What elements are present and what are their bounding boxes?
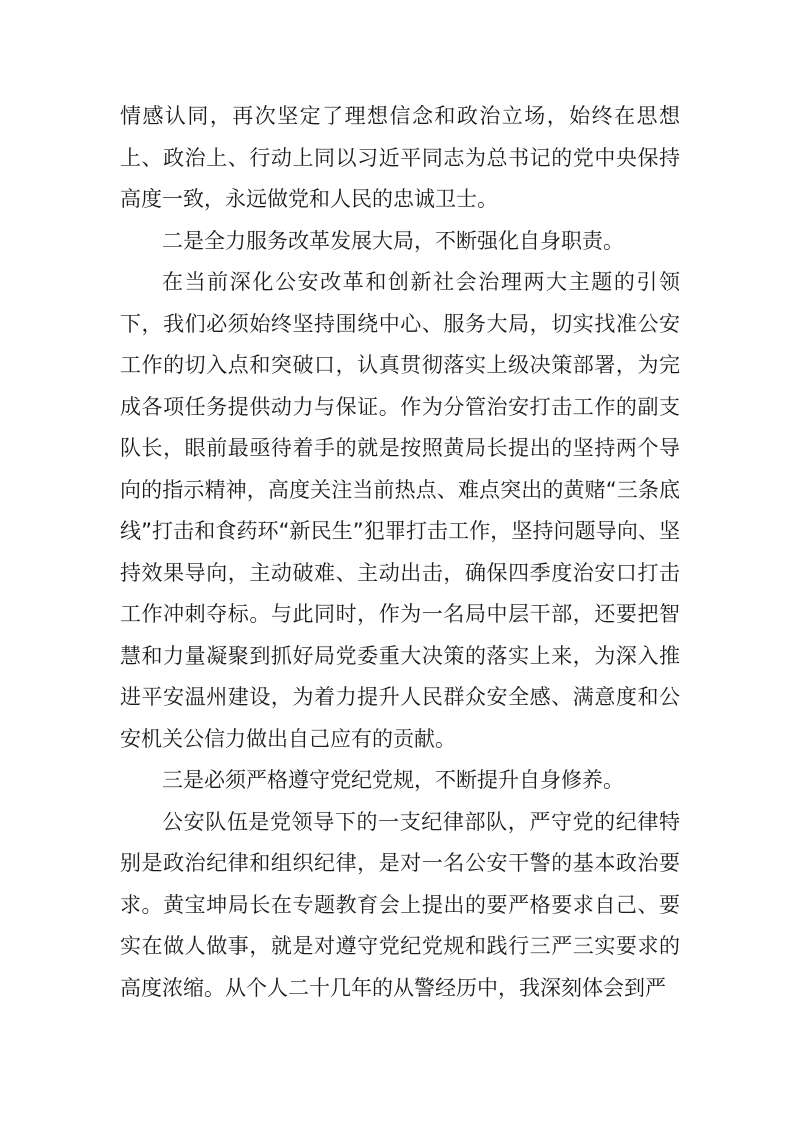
section-heading-3: 三是必须严格遵守党纪党规，不断提升自身修养。: [162, 768, 624, 792]
paragraph-3: 公安队伍是党领导下的一支纪律部队，严守党的纪律特别是政治纪律和组织纪律，是对一名公安干警的基本政治要求。黄宝坤局长在专题教育会上提出的要严格要求自己、要实在做人做事，就是对遵守党纪党规和践行三严三实要求的高度浓缩。从个人二十几年的从警经历中，我深刻体会到严: [120, 809, 680, 1000]
section-heading-2: 二是全力服务改革发展大局，不断强化自身职责。: [162, 228, 624, 253]
document-body: [120, 96, 680, 1009]
paragraph-2: 在当前深化公安改革和创新社会治理两大主题的引领下，我们必须始终坚持围绕中心、服务大局，切实找准公安工作的切入点和突破口，认真贯彻落实上级决策部署，为完成各项任务提供动力与保证。作为分管治安打击工作的副支队长，眼前最亟待着手的就是按照黄局长提出的坚持两个导向的指示精神，高度关注当前热点、难点突出的黄赌“三条底线”打击和食药环“新民生”犯罪打击工作，坚持问题导向、坚持效果导向，主动破难、主动出击，确保四季度治安口打击工作冲刺夺标。与此同时，作为一名局中层干部，还要把智慧和力量凝聚到抓好局党委重大决策的落实上来，为深入推进平安温州建设，为着力提升人民群众安全感、满意度和公安机关公信力做出自己应有的贡献。: [120, 270, 680, 751]
paragraph-1: 情感认同，再次坚定了理想信念和政治立场，始终在思想上、政治上、行动上同以习近平同志为总书记的党中央保持高度一致，永远做党和人民的忠诚卫士。: [120, 104, 680, 211]
